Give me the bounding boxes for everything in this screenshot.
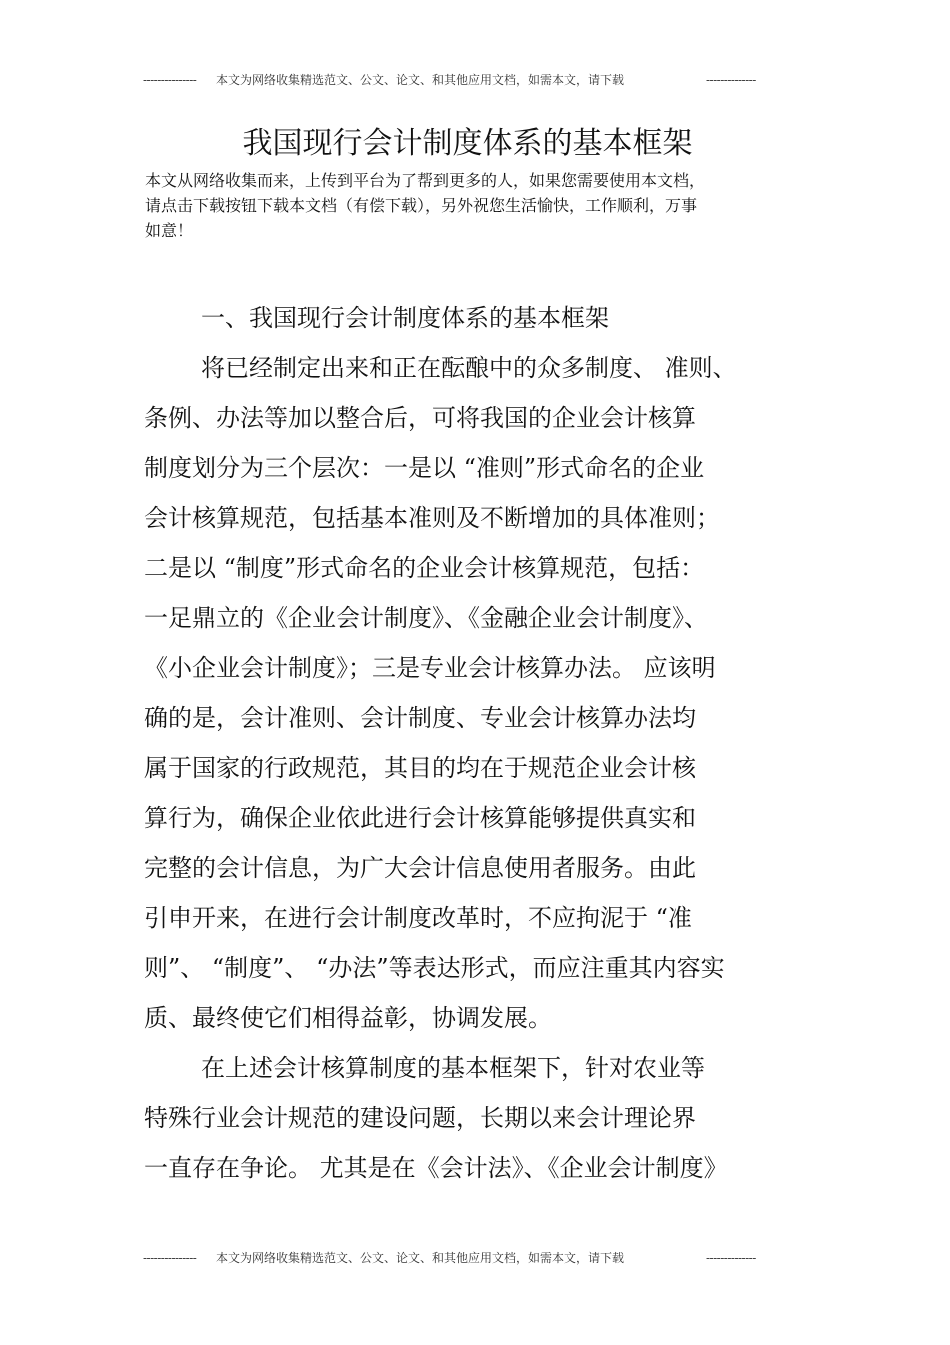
body-line: 算行为，确保企业依此进行会计核算能够提供真实和 xyxy=(144,804,696,832)
body-line: 将已经制定出来和正在酝酿中的众多制度、 准则、 xyxy=(201,354,737,382)
body-line: 一足鼎立的《企业会计制度》、《金融企业会计制度》、 xyxy=(144,604,708,632)
footer-banner xyxy=(0,1248,950,1268)
body-line: 则”、 “制度”、 “办法”等表达形式，而应注重其内容实 xyxy=(144,954,725,982)
download-notice xyxy=(145,168,805,243)
header-text: 本文为网络收集精选范文、公文、论文、和其他应用文档，如需本文，请下载 xyxy=(216,73,625,87)
body-line: 特殊行业会计规范的建设问题，长期以来会计理论界 xyxy=(144,1104,696,1132)
body-line: 确的是，会计准则、会计制度、专业会计核算办法均 xyxy=(144,704,696,732)
body-line: 制度划分为三个层次：一是以 “准则”形式命名的企业 xyxy=(144,454,705,482)
document-title: 我国现行会计制度体系的基本框架 xyxy=(242,126,693,161)
body-line: 条例、办法等加以整合后，可将我国的企业会计核算 xyxy=(144,404,696,432)
body-line: 会计核算规范，包括基本准则及不断增加的具体准则； xyxy=(144,504,720,532)
footer-text: 本文为网络收集精选范文、公文、论文、和其他应用文档，如需本文，请下载 xyxy=(216,1251,625,1265)
body-line: 属于国家的行政规范，其目的均在于规范企业会计核 xyxy=(144,754,696,782)
notice-line: 本文从网络收集而来，上传到平台为了帮到更多的人，如果您需要使用本文档， xyxy=(145,171,706,190)
body-line: 完整的会计信息，为广大会计信息使用者服务。由此 xyxy=(144,854,696,882)
section-heading: 一、我国现行会计制度体系的基本框架 xyxy=(201,304,609,332)
footer-dashes-right: -------------- xyxy=(706,1251,756,1265)
body-line: 《小企业会计制度》；三是专业会计核算办法。 应该明 xyxy=(144,654,716,682)
header-dashes-right: -------------- xyxy=(706,73,756,87)
body-line: 二是以 “制度”形式命名的企业会计核算规范，包括： xyxy=(144,554,705,582)
body-line: 在上述会计核算制度的基本框架下，针对农业等 xyxy=(201,1054,705,1082)
notice-line: 如意！ xyxy=(145,221,194,240)
footer-dashes-left: --------------- xyxy=(143,1251,197,1265)
header-banner xyxy=(0,70,950,90)
document-body xyxy=(144,293,816,1193)
body-line: 引申开来，在进行会计制度改革时，不应拘泥于 “准 xyxy=(144,904,692,932)
body-line: 一直存在争论。 尤其是在《会计法》、《企业会计制度》 xyxy=(144,1154,728,1182)
body-line: 质、最终使它们相得益彰，协调发展。 xyxy=(144,1004,552,1032)
header-dashes-left: --------------- xyxy=(143,73,197,87)
notice-line: 请点击下载按钮下载本文档（有偿下载），另外祝您生活愉快，工作顺利，万事 xyxy=(145,196,698,215)
